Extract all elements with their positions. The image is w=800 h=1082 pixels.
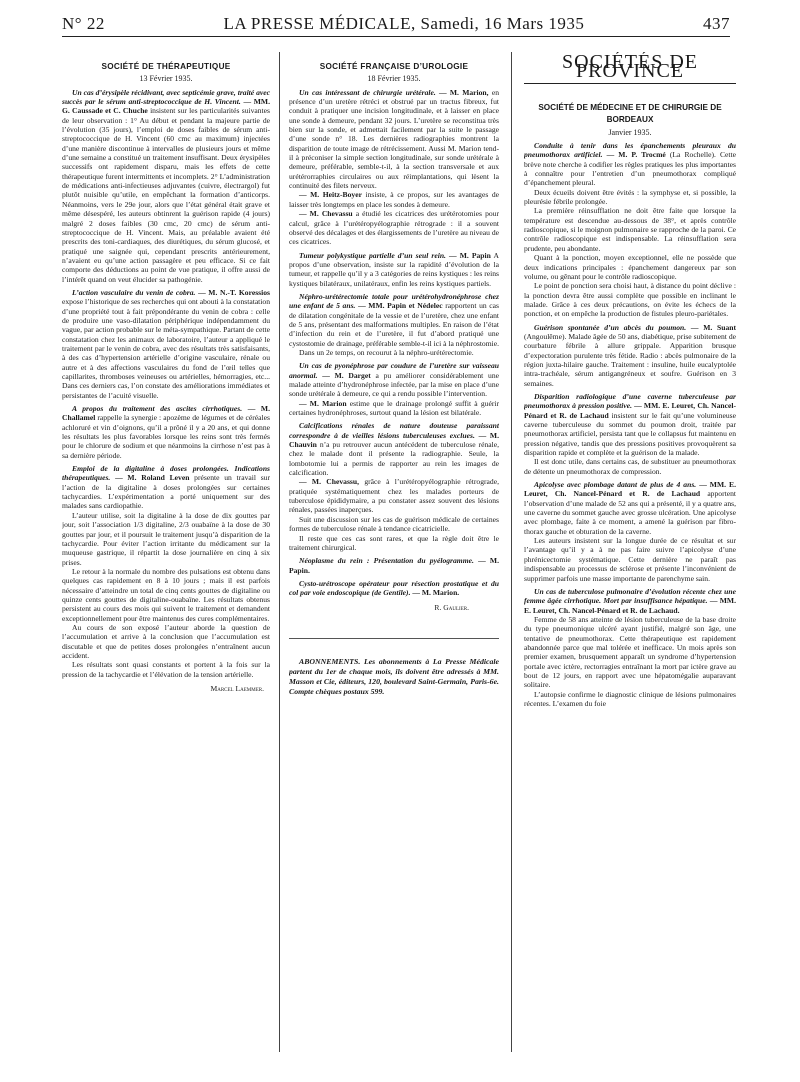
- article-authors: — M. Chevassu: [299, 209, 353, 219]
- article-text: n’a pu retrouver aucun antécédent de tuberculose rénale, chez le malade dont il présente la radiographie. Seule, la lombotomie lui a permis de rapporter au rein les images de calcification.: [289, 440, 499, 478]
- article-title: Un cas de tuberculose pulmonaire d’évolution récente chez une femme âgée cirrhotique. Mort par insuffisance hépatique.: [524, 586, 736, 606]
- article-authors: — MM. E. Leuret, Ch. Nancel-Pénard et R. de Lachaud.: [524, 596, 736, 615]
- article-title: A propos du traitement des ascites cirrhotiques.: [72, 404, 243, 414]
- article-title: Cysto-urétroscope opérateur pour résection prostatique et du col par voie endoscopique (de Gentile).: [289, 578, 499, 598]
- article-text: (La Rochelle). Cette brève note cherche à codifier les règles pratiques les plus importantes à connaître pour l’entretien d’un pneumothorax compliqué d’épanchement pleural.: [524, 150, 736, 188]
- article-paragraph: [524, 392, 736, 457]
- article-authors: — MM. G. Caussade et C. Chuche: [62, 97, 270, 116]
- divider-rule: [289, 638, 499, 639]
- article-authors: — M. Suant: [690, 322, 736, 332]
- subscriptions-text: Les abonnements à La Presse Médicale partent du 1er de chaque mois, ils doivent être adressés à MM. Masson et Cie, éditeurs, 120, boulevard Saint-Germain, Paris-6e. Compte chèques postaux 599.: [289, 656, 499, 696]
- article-text: (Angoulême). Malade âgée de 50 ans, diabétique, prise subitement de courbature fébrile à allure grippale. Apparition brusque d’expectoration purulente très fétide. Radio : abcès pulmonaire de la région juxta-hilaire gauche. Traitement : insuline, huile eucalyptolée intra-trachéale, sérum antigangréneux et soufre. Guérison en 3 semaines.: [524, 331, 736, 388]
- society-heading: SOCIÉTÉ FRANÇAISE D’UROLOGIE: [319, 62, 469, 71]
- subscriptions-notice: [289, 657, 499, 697]
- article-paragraph: [62, 288, 270, 400]
- article-authors: — M. Heitz-Boyer: [299, 190, 362, 200]
- article-authors: — M. Chauvin: [289, 430, 499, 450]
- article-text: Deux écueils doivent être évités : la symphyse et, si possible, la pleurésie fébrile prolongée.: [524, 187, 736, 207]
- signature: R. Gaulier.: [434, 602, 469, 612]
- running-header: [62, 14, 730, 37]
- column-province: [524, 52, 736, 1052]
- article-title: Apicolyse avec plombage datant de plus de 4 ans.: [534, 480, 697, 490]
- article-text: expose l’historique de ses recherches qui ont abouti à la constatation d’une propriété tout à fait prépondérante du venin de cobra : celle de produire une vaso-dilatation périphérique indépendamment du vague, par action probable sur le méta-sympathique. Partant de cette constatation chez les animaux de laboratoire, l’auteur a appliqué le traitement par le venin de cobra, avec des résultats très satisfaisants, à des cas d’hypertension artérielle d’origine vasculaire, rénale ou autre et à des affections vasculaires du fond de l’œil telles que capillarites, thromboses veineuses ou artérielles, hémorragies, etc... Dans ces derniers cas, l’on constate des améliorations immédiates et persistantes de l’acuité visuelle.: [62, 297, 270, 400]
- article-text: Femme de 58 ans atteinte de lésion tuberculeuse de la base droite du type pneumonique ulcéré ayant justifié, malgré son âge, une tentative de pneumothorax. Cette thérapeutique est rapidement abandonnée parce que mal tolérée et inefficace. Un mois après son premier examen, brusquement apparaît un syndrome d’hypertension portale avec ictère, rectorragies entraînant la mort par ictère grave au bout de 12 jours, en rapport avec une hépatomégalie auparavant solitaire.: [524, 614, 736, 690]
- column-divider-right: [511, 52, 512, 1052]
- article-text: estime que le drainage prolongé suffit à guérir certaines hydronéphroses, surtout quand la lésion est bilatérale.: [289, 398, 499, 418]
- article-paragraph: [289, 292, 499, 348]
- article-text: a étudié les cicatrices des urétérotomies pour calcul, grâce à l’urétéropyélographie rétrograde : il a souvent observé des décalages et des élargissements de l’uretère au niveau de ces cicatrices.: [289, 209, 499, 247]
- article-text: Les résultats sont quasi constants et portent à la fois sur la pression de la tachycardie et l’élévation de la tension artérielle.: [62, 660, 270, 679]
- society-heading: SOCIÉTÉ DE THÉRAPEUTIQUE: [101, 62, 231, 71]
- article-title: Disparition radiologique d’une caverne tuberculeuse par pneumothorax à pression positive.: [524, 391, 736, 411]
- page-number: 437: [703, 14, 730, 33]
- article-text: grâce à l’urétéropyélographie rétrograde, pratiquée systématiquement chez les malades porteurs de tuberculose épididymaire, a pu constater assez souvent des lésions rénales, passées inaperçues.: [289, 477, 499, 515]
- article-title: Conduite à tenir dans les épanchements pleuraux du pneumothorax artificiel.: [524, 141, 736, 160]
- article-authors: — M. Challamel: [62, 404, 270, 423]
- article-authors: — MM. E. Leuret, Ch. Nancel-Pénard et R. de Lachaud: [524, 480, 736, 499]
- article-text: rapportent un cas de dilatation congénitale de la vessie et de l’uretère, chez une enfant de 5 ans, présentant des malformations multiples. En raison de l’état d’infection du rein et de l’uretère, il fut d’abord pratiqué une cystostomie de drainage, préférable semble-t-il ici à la néphrostomie.: [289, 301, 499, 348]
- article-authors: — M. Chevassu,: [299, 477, 360, 487]
- article-paragraph: [62, 404, 270, 460]
- article-title: Guérison spontanée d’un abcès du poumon.: [534, 322, 687, 332]
- article-text: Les auteurs insistent sur la longue durée de ce résultat et sur l’avantage qu’il y a à ne pas faire suivre l’apicolyse d’une phrénicectomie systématique. Cette dernière ne paraît pas indispensable au processus de sclérose et présente l’inconvénient de supprimer parfois une masse importante de parenchyme sain.: [524, 536, 736, 583]
- article-title: L’action vasculaire du venin de cobra.: [72, 287, 196, 297]
- article-paragraph: [62, 88, 270, 284]
- journal-title: LA PRESSE MÉDICALE, Samedi, 16 Mars 1935: [223, 14, 585, 33]
- article-title: Un cas intéressant de chirurgie urétérale.: [299, 87, 436, 97]
- article-authors: — M. Marion.: [412, 588, 460, 598]
- article-title: Un cas d’érysipèle récidivant, avec septicémie grave, traité avec succès par le sérum anti-streptococcique de H. Vincent.: [62, 87, 270, 107]
- article-text: rappelle la synergie : apozème de légumes et de céréales achloruré et vin d’oignons, qu’il a prôné il y a 20 ans, et qui donne les résultats les plus favorables lorsque les reins sont très fermés pour le chlorure de sodium et que néanmoins la cirrhose n’est pas à sa dernière période.: [62, 413, 270, 460]
- article-text: Le point de ponction sera choisi haut, à distance du point déclive : la ponction devra être aussi complète que possible en inclinant le malade. Grâce à ces deux précautions, on évite les échecs de la ponction, et on empêche la production de fistules pleuro-pariétales.: [524, 281, 736, 319]
- article-paragraph: [289, 88, 499, 191]
- article-text: A propos d’une observation, insiste sur la rapidité d’évolution de la tumeur, et rappelle qu’il y a 3 catégories de reins kystiques : les reins kystiques bilatéraux, unilatéraux, enfin les reins kystiques partiels.: [289, 250, 499, 288]
- article-paragraph: [524, 480, 736, 536]
- subscriptions-heading: ABONNEMENTS.: [299, 656, 361, 666]
- article-text: insiste, à ce propos, sur les avantages de laisser très longtemps en place les sondes à demeure.: [289, 190, 499, 209]
- article-text: Dans un 2e temps, on recourut à la néphro-urétérectomie.: [299, 347, 474, 357]
- article-authors: — M. Darget: [322, 370, 371, 380]
- article-text: a pu améliorer considérablement une malade atteinte d’hydronéphrose infectée, par la mise en place d’une sonde urétérale à demeure, ce qui a rendu possible l’intervention.: [289, 370, 499, 399]
- column-urologie: [289, 52, 499, 1052]
- article-text: Quant à la ponction, moyen exceptionnel, elle ne possède que deux indications principales : épanchement dangereux par son volume, ou gênant pour le contrôle radioscopique.: [524, 253, 736, 281]
- signature: Marcel Laemmer.: [210, 684, 264, 693]
- article-title: Calcifications rénales de nature douteuse paraissant correspondre à de vieilles lésions tuberculeuses exclues.: [289, 421, 499, 440]
- article-paragraph: [289, 477, 499, 514]
- article-text: insistent sur les particularités suivantes de leur observation : 1° Au début et pendant la majeure partie de l’évolution (35 jours), l’emploi de doses faibles de sérum anti-streptococcique de H. Vincent (60 cmc au maximum) injectées d’une manière discontinue à intervalles de plusieurs jours et même d’une semaine a constitué un traitement insuffisant. Deux érysipèles successifs ont rapidement disparu, mais les effets de cette thérapeutique furent intermittents et incomplets. 2° L’administration de médications anti-infectieuses adjuvantes (cuivre, électrargol) fut plutôt nuisible qu’utile, en empêchant la formation d’anticorps. Néanmoins, vers le 29e jour, alors que l’état général était grave et même désespéré, les auteurs obtinrent la guérison rapide (4 jours) malgré 2 doses faibles (30 cmc, 20 cmc) de sérum anti-streptococcique de H. Vincent. Mais, au préalable avaient été prescrits des toni-cardiaques, des diurétiques, du sérum glucosé, et pratiqué une saignée qui, cependant prescrits antérieurement, n’avaient eu qu’une action passagère et peu efficace. Si ce fait comporte des déductions au point de vue pratique, il offre aussi de l’intérêt quand on veut élucider sa pathogénie.: [62, 106, 270, 284]
- article-text: La première réinsufflation ne doit être faite que lorsque la température est descendue au-dessous de 38°, et après contrôle radioscopique, si le moignon pulmonaire se rapproche de la paroi. Ce contrôle radioscopique est indispensable. La réinsufflation sera prudente, peu abondante.: [524, 206, 736, 253]
- article-text: L’auteur utilise, soit la digitaline à la dose de dix gouttes par jour, soit l’association 1/3 digitaline, 2/3 ouabaïne à la dose de 30 gouttes par jour, et il poursuit le traitement jusqu’à disparition de la tachycardie. Pour éviter l’action irritante du médicament sur la muqueuse gastrique, il répartit la dose journalière en cinq à six prises.: [62, 510, 270, 567]
- article-authors: — M. Roland Leven: [115, 473, 190, 483]
- article-paragraph: [289, 399, 499, 418]
- article-authors: — M. Marion: [299, 398, 347, 408]
- session-date: 18 Février 1935.: [367, 74, 421, 84]
- article-paragraph: [289, 421, 499, 477]
- article-paragraph: [62, 464, 270, 511]
- article-authors: — M. Marion,: [439, 87, 489, 97]
- article-title: Emploi de la digitaline à doses prolongées. Indications thérapeutiques.: [62, 464, 270, 483]
- article-text: Il reste que ces cas sont rares, et que la règle doit être le traitement chirurgical.: [289, 533, 499, 552]
- society-heading: SOCIÉTÉ DE MÉDECINE ET DE CHIRURGIE DE BORDEAUX: [538, 102, 722, 124]
- section-banner: SOCIÉTÉS DE PROVINCE: [524, 58, 736, 84]
- article-text: présente un travail sur l’action de la digitaline à doses prolongées sur certaines tachycardies. L’expérimentation a porté uniquement sur des malades sans cardiopathie.: [62, 473, 270, 511]
- article-paragraph: [524, 587, 736, 615]
- article-paragraph: [289, 579, 499, 598]
- article-authors: — M. P. Trocmé: [606, 150, 666, 160]
- article-paragraph: [524, 141, 736, 188]
- article-authors: — M. Papin: [449, 250, 491, 260]
- article-text: L’autopsie confirme le diagnostic clinique de lésions pulmonaires récentes. L’examen du foie: [524, 689, 736, 708]
- session-date: Janvier 1935.: [608, 127, 652, 137]
- article-paragraph: [289, 361, 499, 398]
- article-title: Tumeur polykystique partielle d’un seul rein.: [299, 250, 446, 260]
- article-text: Au cours de son exposé l’auteur aborde la question de l’accumulation et arrive à la conclusion que l’accumulation est discutable et que de petites doses prolongées n’entraînent aucun accident.: [62, 622, 270, 660]
- article-authors: — M. Papin.: [289, 556, 499, 575]
- article-title: Néoplasme du rein : Présentation du pyélogramme.: [299, 556, 474, 566]
- article-text: en présence d’un uretère rétréci et obstrué par un tractus fibreux, fut conduit à pratiquer une incision longitudinale, et à laisser en place une sonde à demeure, pendant 32 jours. L’uretère se reconstitua très bien sur la sonde, et admettait facilement par la suite le passage d’une sonde n° 18. Les dernières radiographies montrent la disparition de toute image de rétrécissement. Aussi M. Marion tend-il à préconiser la simple section longitudinale, sur sonde urétérale à demeure, préférable, semble-t-il, à la section transversale et aux urétérorraphies circulaires ou aux réimplantations, qui lèsent la continuité des filets nerveux.: [289, 87, 499, 191]
- article-authors: — MM. E. Leuret, Ch. Nancel-Pénard et R. de Lachaud: [524, 401, 736, 420]
- article-text: Le retour à la normale du nombre des pulsations est obtenu dans quelques cas rapidement en 8 à 10 jours ; mais il est parfois nécessaire d’atteindre un total de cinq cents gouttes de digitaline ou quinze cents gouttes de digitaline-ouabaïne. Les résultats obtenus persistent au cours des mois qui suivent le traitement et demandent exceptionnellement pour être maintenus des cures complémentaires.: [62, 566, 270, 623]
- article-authors: — M. N.-T. Koressios: [198, 287, 270, 297]
- article-paragraph: [289, 190, 499, 209]
- article-text: insistent sur le fait qu’une volumineuse caverne tuberculeuse du sommet du poumon droit, traitée par pneumothorax artificiel, persista tant que le collapsus fut maintenu en pression négative, tandis que des pressions positives provoquèrent sa disparition rapide et complète et la guérison de la malade.: [524, 410, 736, 458]
- article-paragraph: [524, 323, 736, 388]
- article-paragraph: [289, 251, 499, 288]
- article-paragraph: [289, 209, 499, 246]
- column-therapeutique: [62, 52, 270, 1052]
- issue-number: N° 22: [62, 14, 105, 33]
- column-divider-left: [279, 52, 280, 1052]
- article-title: Un cas de pyonéphrose par coudure de l’uretère sur vaisseau anormal.: [289, 361, 499, 380]
- article-text: Il est donc utile, dans certains cas, de substituer au pneumothorax de détente un pneumothorax de compression.: [524, 457, 736, 476]
- article-text: Suit une discussion sur les cas de guérison médicale de certaines formes de tuberculose rénale à tendance cicatricielle.: [289, 514, 499, 534]
- session-date: 13 Février 1935.: [139, 74, 193, 84]
- article-text: apportent l’observation d’une malade de 52 ans qui a présenté, il y a quatre ans, une caverne du sommet gauche avec grosse ulcération. Une apicolyse avec plombage, faite à ce moment, a amené la guérison par fibro-thorax gauche et obturation de la caverne.: [524, 489, 736, 536]
- article-title: Néphro-urétérectomie totale pour urétérohydronéphrose chez une enfant de 5 ans.: [289, 291, 499, 311]
- article-authors: — MM. Papin et Nédelec: [358, 301, 443, 311]
- article-paragraph: [289, 556, 499, 575]
